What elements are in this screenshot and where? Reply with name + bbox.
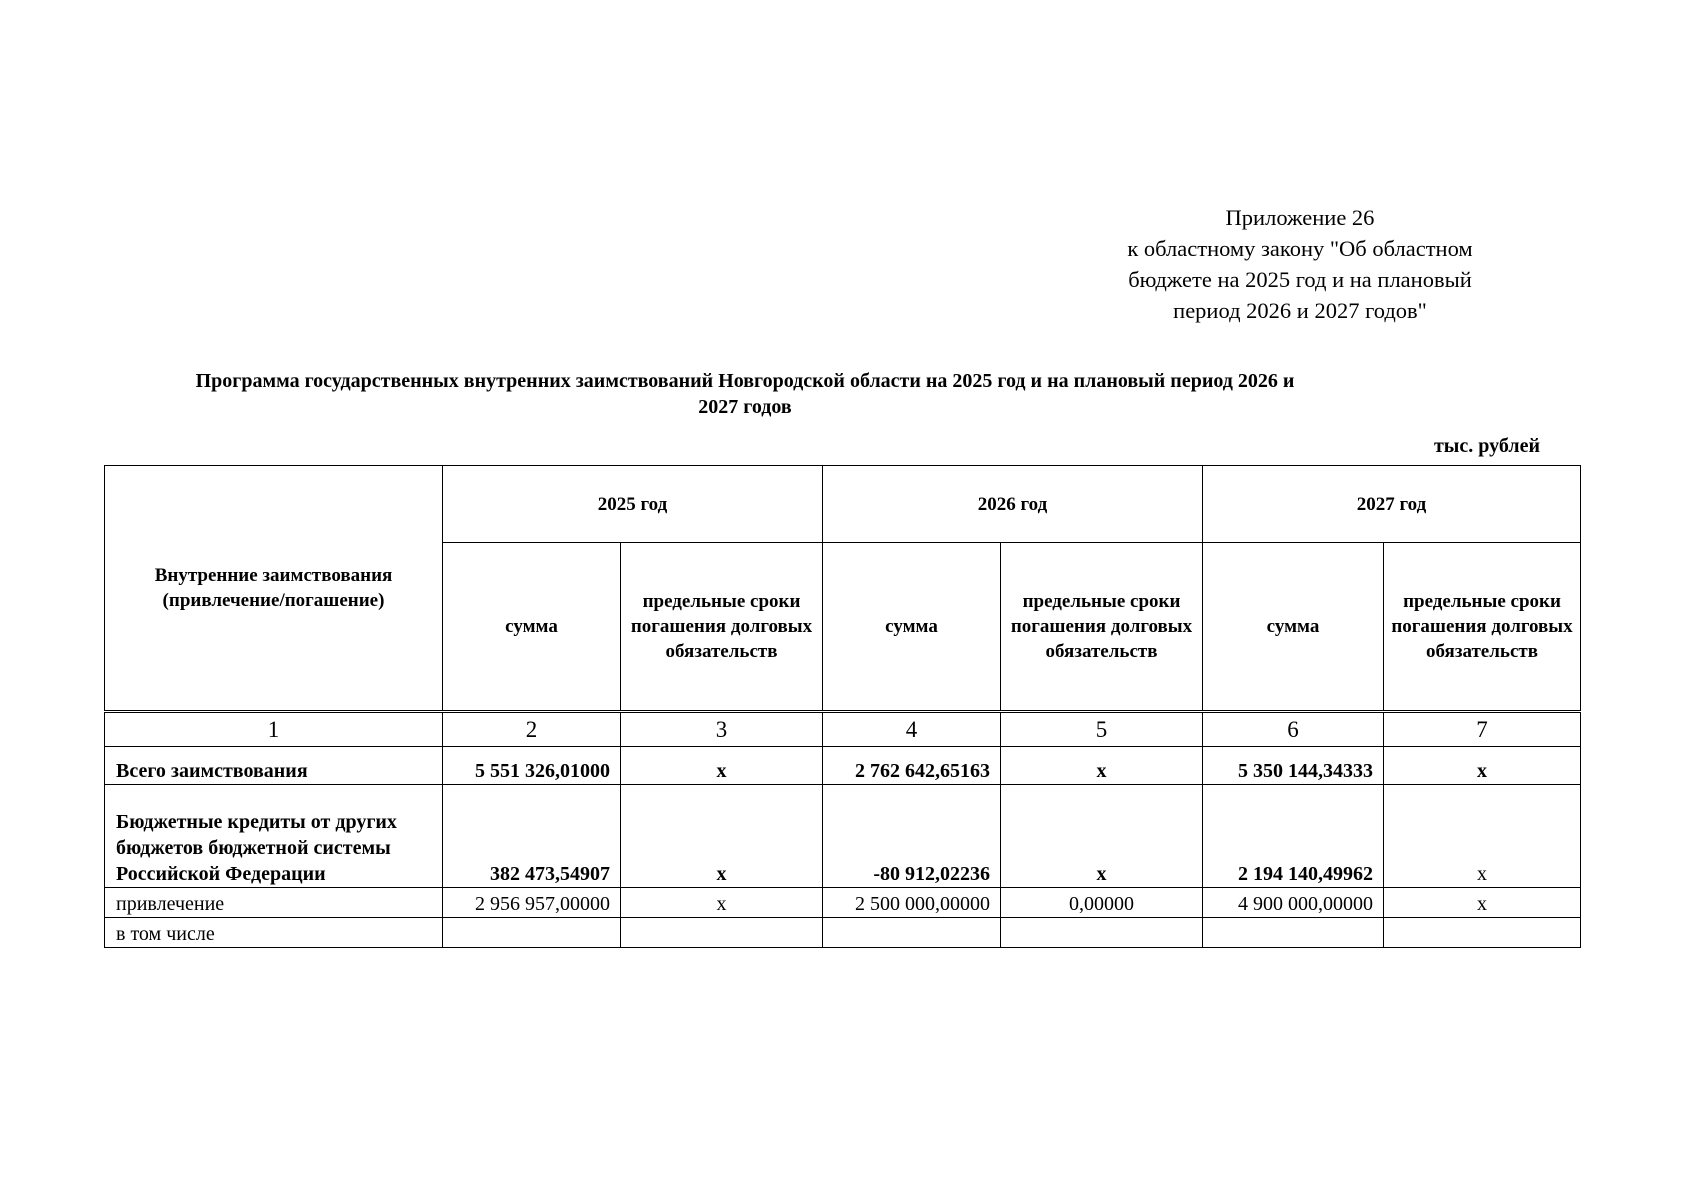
appendix-line: бюджете на 2025 год и на плановый — [1128, 267, 1472, 292]
row-label: Бюджетные кредиты от других бюджетов бюджетной системы Российской Федерации — [105, 785, 443, 888]
row-label: привлечение — [105, 888, 443, 918]
sum-2027: 5 350 144,34333 — [1203, 747, 1384, 785]
document-title-line-1: Программа государственных внутренних заимствований Новгородской области на 2025 год и на плановый период 2026 и — [195, 370, 1295, 392]
column-number: 2 — [443, 713, 621, 747]
sum-2027 — [1203, 918, 1384, 948]
header-term-2027: предельные сроки погашения долговых обязательств — [1384, 543, 1581, 711]
header-sum-2025: сумма — [443, 543, 621, 711]
column-numbers-row — [105, 713, 1581, 747]
term-2025: х — [621, 888, 823, 918]
term-2025: х — [621, 785, 823, 888]
document-title — [100, 368, 1390, 420]
appendix-line: к областному закону "Об областном — [1127, 236, 1473, 261]
appendix-line: Приложение 26 — [1225, 205, 1375, 230]
appendix-line: период 2026 и 2027 годов" — [1173, 298, 1427, 323]
appendix-note — [1080, 202, 1520, 326]
sum-2025: 2 956 957,00000 — [443, 888, 621, 918]
term-2026: х — [1001, 785, 1203, 888]
header-year-2027: 2027 год — [1203, 466, 1581, 543]
term-2027: х — [1384, 785, 1581, 888]
term-2026 — [1001, 918, 1203, 948]
table-row — [105, 888, 1581, 918]
column-number: 5 — [1001, 713, 1203, 747]
row-label: в том числе — [105, 918, 443, 948]
header-borrowings-type: Внутренние заимствования (привлечение/погашение) — [105, 466, 443, 711]
term-2025 — [621, 918, 823, 948]
table-row — [105, 747, 1581, 785]
term-2026: 0,00000 — [1001, 888, 1203, 918]
sum-2027: 4 900 000,00000 — [1203, 888, 1384, 918]
table-row — [105, 785, 1581, 888]
term-2027: х — [1384, 747, 1581, 785]
column-number: 1 — [105, 713, 443, 747]
sum-2026: 2 500 000,00000 — [823, 888, 1001, 918]
sum-2026: 2 762 642,65163 — [823, 747, 1001, 785]
borrowing-table-body — [104, 712, 1581, 948]
header-term-2025: предельные сроки погашения долговых обязательств — [621, 543, 823, 711]
sum-2025: 382 473,54907 — [443, 785, 621, 888]
term-2026: х — [1001, 747, 1203, 785]
table-row — [105, 918, 1581, 948]
header-sum-2026: сумма — [823, 543, 1001, 711]
header-sum-2027: сумма — [1203, 543, 1384, 711]
column-number: 3 — [621, 713, 823, 747]
sum-2026: -80 912,02236 — [823, 785, 1001, 888]
sum-2027: 2 194 140,49962 — [1203, 785, 1384, 888]
row-label: Всего заимствования — [105, 747, 443, 785]
sum-2025 — [443, 918, 621, 948]
sum-2025: 5 551 326,01000 — [443, 747, 621, 785]
term-2025: х — [621, 747, 823, 785]
column-number: 6 — [1203, 713, 1384, 747]
sum-2026 — [823, 918, 1001, 948]
header-year-2026: 2026 год — [823, 466, 1203, 543]
term-2027: х — [1384, 888, 1581, 918]
document-title-line-2: 2027 годов — [698, 396, 792, 418]
units-label: тыс. рублей — [1433, 435, 1540, 457]
borrowing-table-header — [104, 465, 1581, 711]
column-number: 7 — [1384, 713, 1581, 747]
column-number: 4 — [823, 713, 1001, 747]
header-term-2026: предельные сроки погашения долговых обязательств — [1001, 543, 1203, 711]
header-year-2025: 2025 год — [443, 466, 823, 543]
term-2027 — [1384, 918, 1581, 948]
